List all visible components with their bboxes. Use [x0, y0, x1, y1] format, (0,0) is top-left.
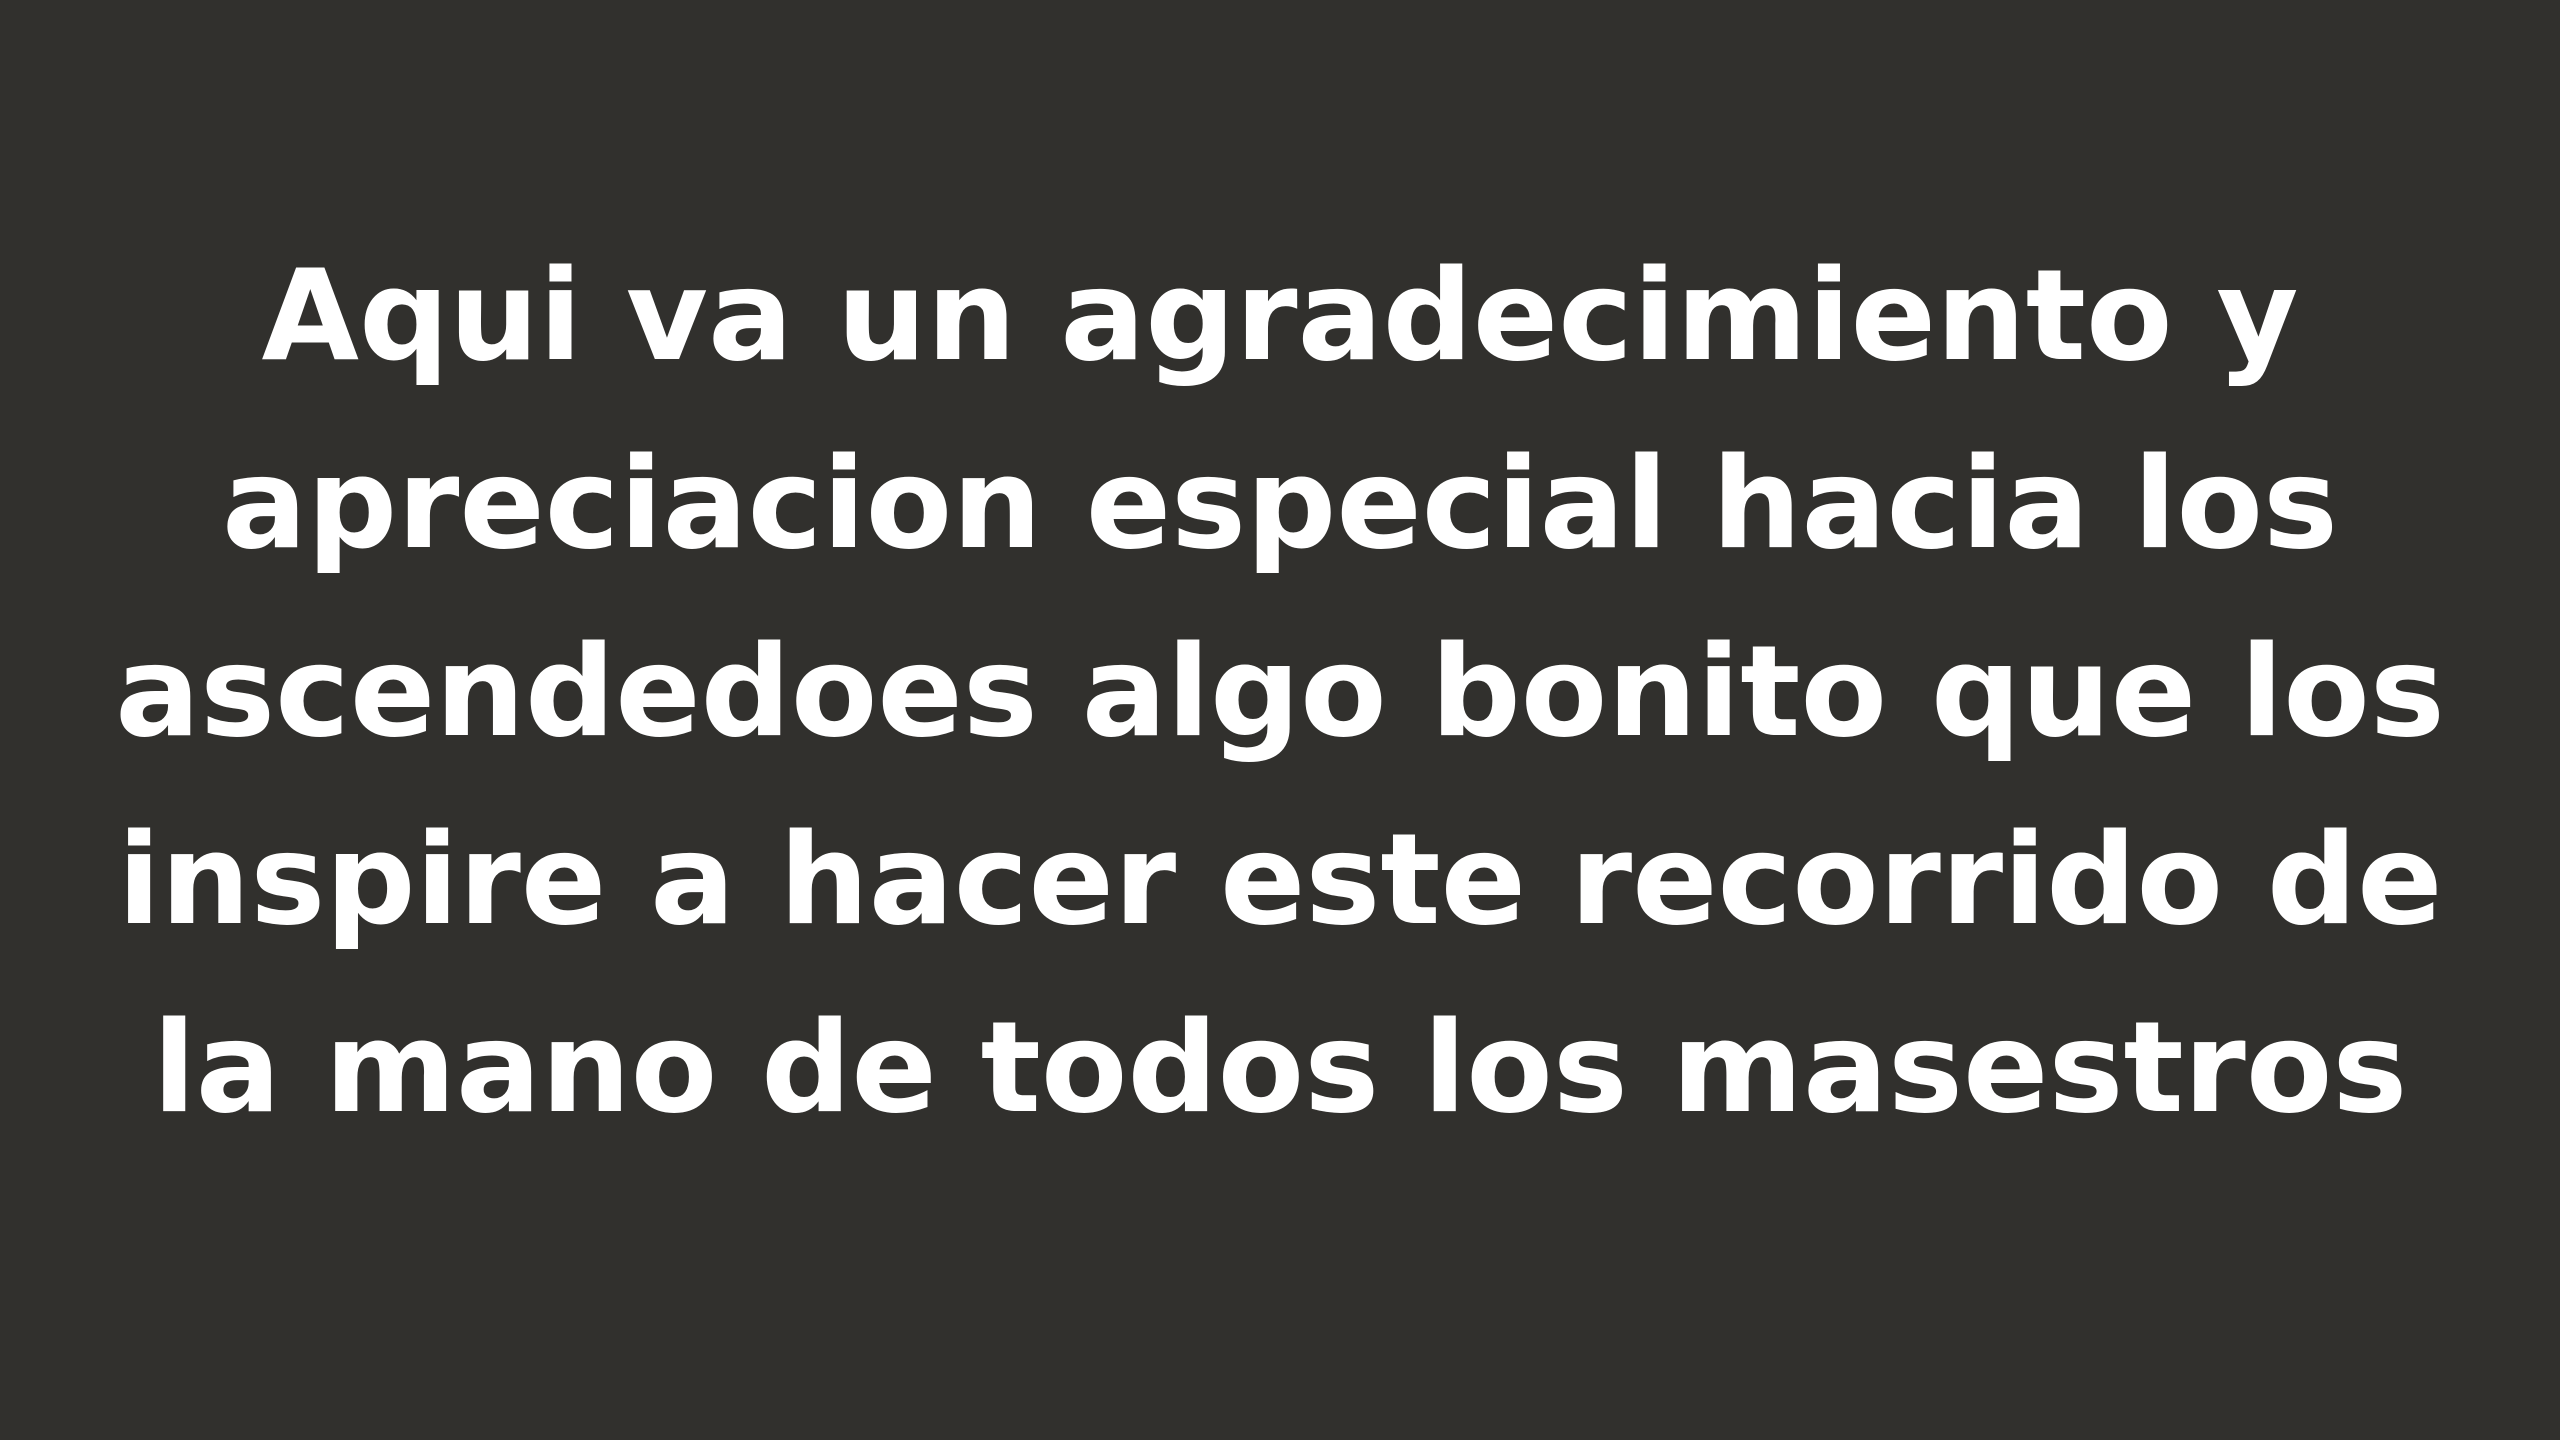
slide-message	[100, 222, 2460, 1162]
message-line-1: Aqui va un agradecimiento y	[261, 242, 2299, 389]
message-line-2: apreciacion especial hacia los	[221, 430, 2339, 577]
message-line-5: la mano de todos los masestros	[152, 994, 2408, 1141]
message-line-3: ascendedoes algo bonito que los	[115, 618, 2445, 765]
message-line-4: inspire a hacer este recorrido de	[117, 806, 2443, 953]
